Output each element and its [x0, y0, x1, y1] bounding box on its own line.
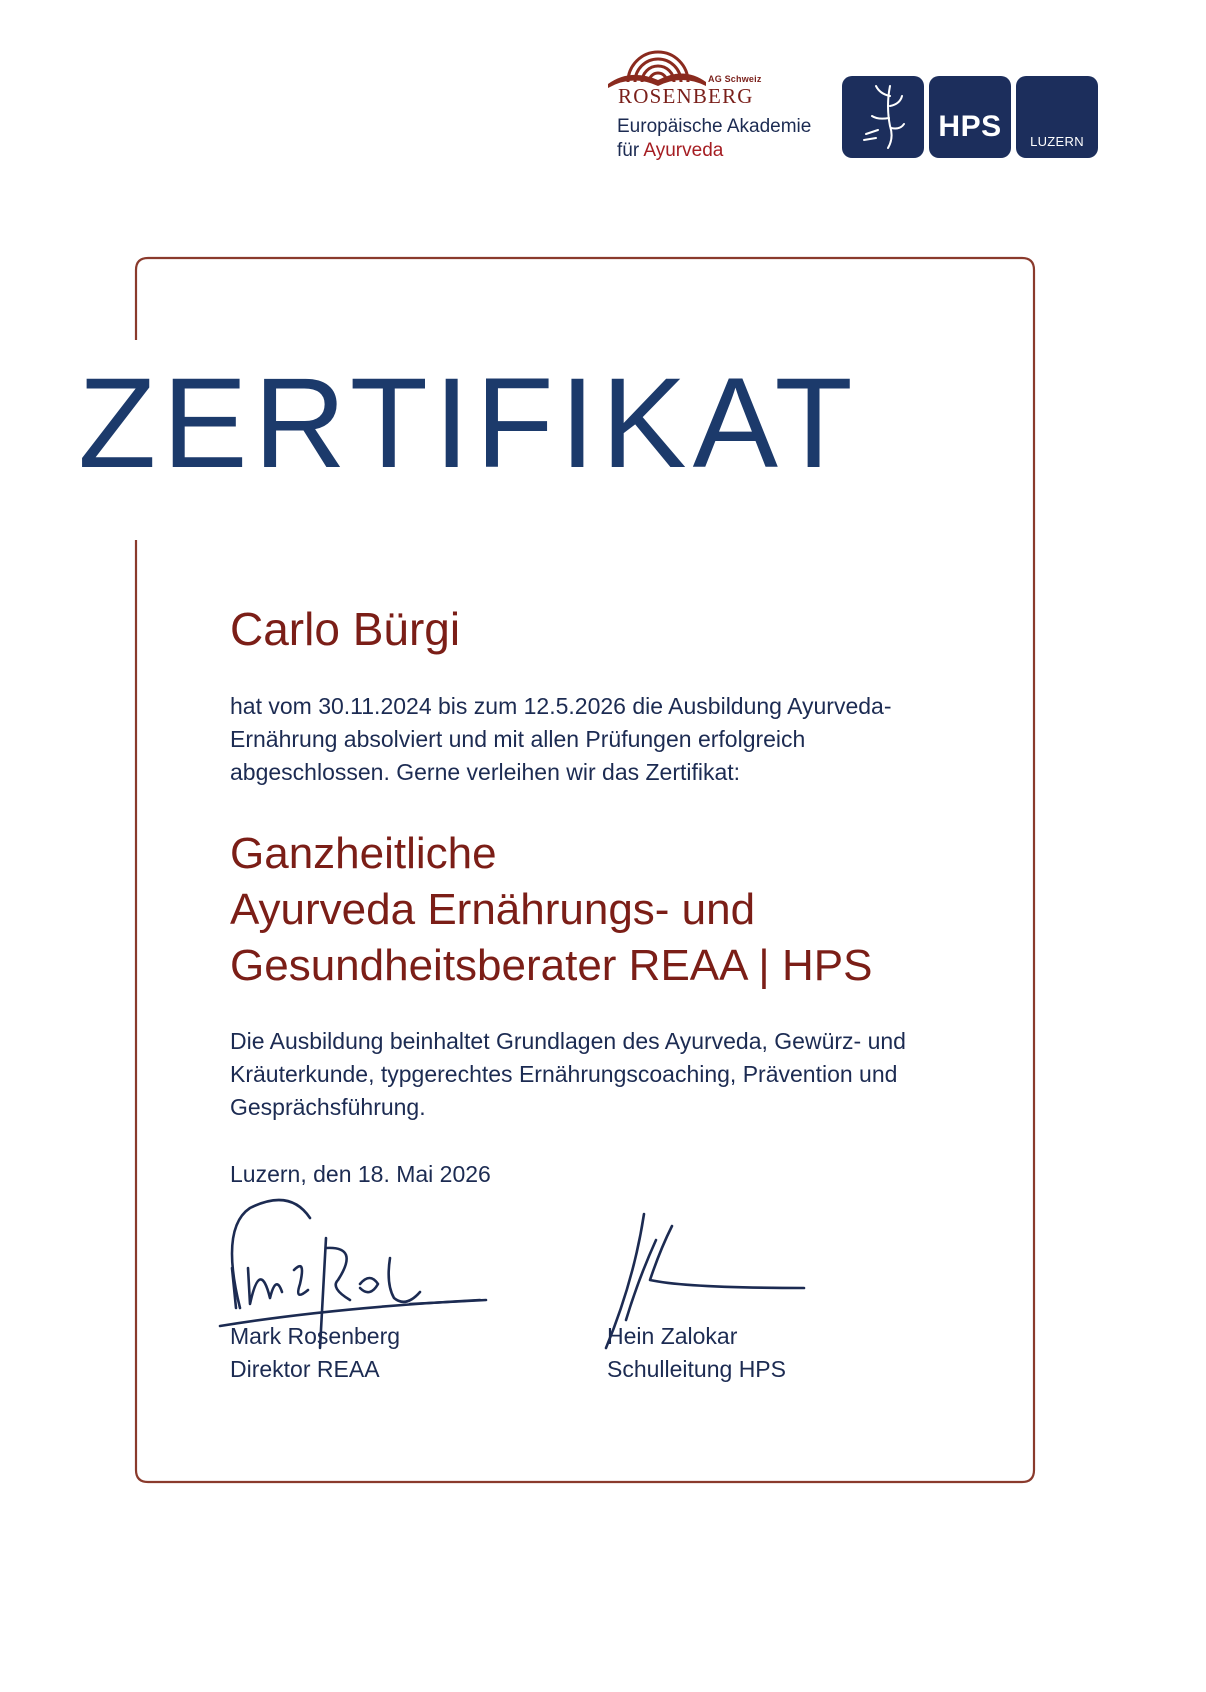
rosenberg-wordmark: ROSENBERG [618, 84, 754, 108]
hps-wordmark: HPS [938, 110, 1002, 143]
recipient-name: Carlo Bürgi [230, 603, 461, 655]
ag-schweiz-label: AG Schweiz [708, 74, 762, 84]
hps-main-box [929, 76, 1011, 158]
hps-emblem-box [842, 76, 924, 158]
degree-title [230, 826, 1130, 994]
plant-icon [842, 76, 924, 158]
signer-name: Mark Rosenberg [230, 1323, 401, 1349]
akademie-subline-accent: Ayurveda [643, 140, 724, 161]
intro-text: hat vom 30.11.2024 bis zum 12.5.2026 die Ausbildung Ayurveda-Ernährung absolviert und mit allen Prüfungen erfolgreich abgeschlossen. Gerne verleihen wir das Zertifikat: [230, 693, 892, 785]
signer-rosenberg [230, 1320, 400, 1386]
rosenberg-logo [600, 42, 840, 170]
akademie-name: Europäische Akademie [617, 116, 812, 137]
description-text: Die Ausbildung beinhaltet Grundlagen des Ayurveda, Gewürz- und Kräuterkunde, typgerechtes Ernährungscoaching, Prävention und Gesprächsführung. [230, 1028, 906, 1120]
signer-role: Direktor REAA [230, 1356, 380, 1382]
hps-city-box [1016, 76, 1098, 158]
degree-line-2: Ayurveda Ernährungs- und [230, 885, 756, 934]
signer-name: Hein Zalokar [607, 1323, 738, 1349]
certificate-title: ZERTIFIKAT [78, 352, 859, 495]
place-date: Luzern, den 18. Mai 2026 [230, 1161, 491, 1187]
signer-zalokar [607, 1320, 786, 1386]
akademie-subline-prefix: für [617, 140, 644, 161]
akademie-subline [617, 140, 723, 162]
signer-role: Schulleitung HPS [607, 1356, 786, 1382]
degree-line-3: Gesundheitsberater REAA | HPS [230, 941, 873, 990]
degree-line-1: Ganzheitliche [230, 829, 497, 878]
hps-city-label: LUZERN [1030, 134, 1084, 149]
